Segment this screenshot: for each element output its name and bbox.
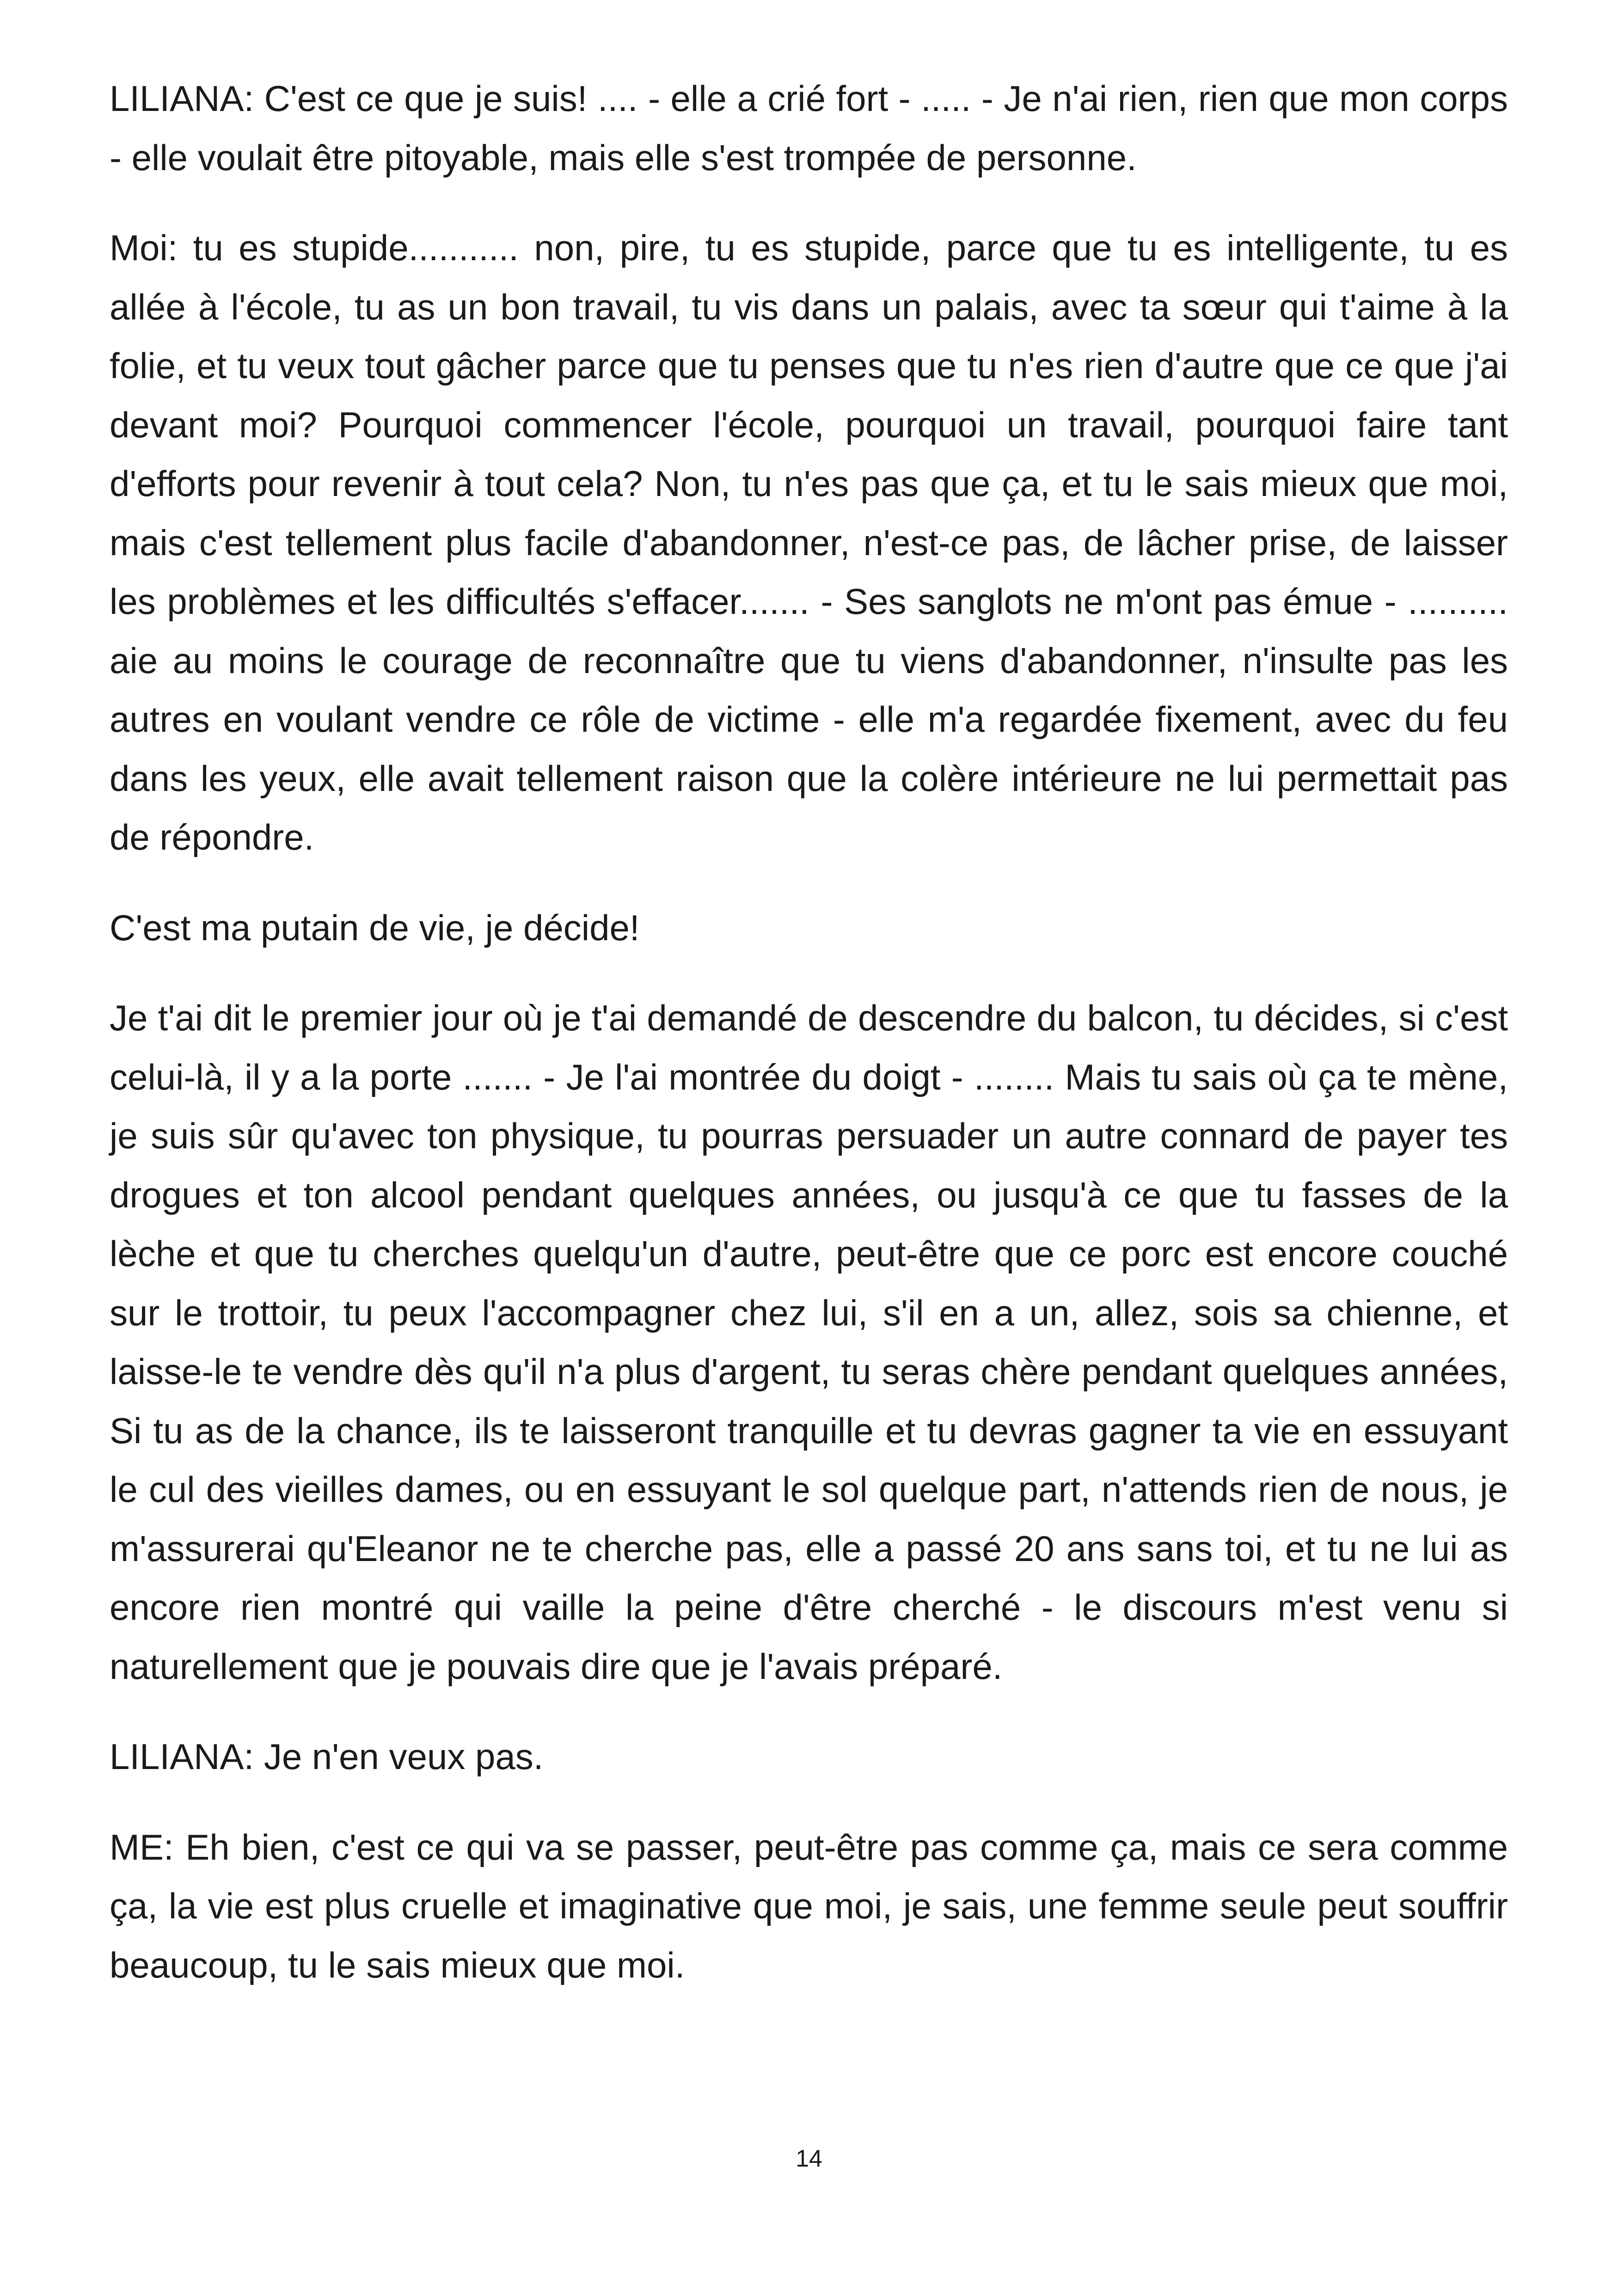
paragraph-liliana-cry: LILIANA: C'est ce que je suis! .... - elle a crié fort - ..... - Je n'ai rien, rien que mon corps - elle voulait être pitoyable, mais elle s'est trompée de personne. bbox=[110, 78, 1508, 178]
paragraph-ma-vie: C'est ma putain de vie, je décide! bbox=[110, 907, 640, 948]
page-body-text bbox=[110, 69, 1508, 2026]
page-number: 14 bbox=[796, 2145, 822, 2172]
paragraph-moi-stupide: Moi: tu es stupide........... non, pire, tu es stupide, parce que tu es intelligente, tu es allée à l'école, tu as un bon travail, tu vis dans un palais, avec ta sœur qui t'aime à la folie, et tu veux tout gâcher parce que tu penses que tu n'es rien d'autre que ce que j'ai devant moi? Pourquoi commencer l'école, pourquoi un travail, pourquoi faire tant d'efforts pour revenir à tout cela? Non, tu n'es pas que ça, et tu le sais mieux que moi, mais c'est tellement plus facile d'abandonner, n'est-ce pas, de lâcher prise, de laisser les problèmes et les difficultés s'effacer....... - Ses sanglots ne m'ont pas émue - .......... aie au moins le courage de reconnaître que tu viens d'abandonner, n'insulte pas les autres en voulant vendre ce rôle de victime - elle m'a regardée fixement, avec du feu dans les yeux, elle avait tellement raison que la colère intérieure ne lui permettait pas de répondre. bbox=[110, 227, 1508, 857]
paragraph-me-eh-bien: ME: Eh bien, c'est ce qui va se passer, peut-être pas comme ça, mais ce sera comme ça, la vie est plus cruelle et imaginative que moi, je sais, une femme seule peut souffrir beaucoup, tu le sais mieux que moi. bbox=[110, 1826, 1508, 1985]
paragraph-liliana-refus: LILIANA: Je n'en veux pas. bbox=[110, 1736, 544, 1777]
paragraph-premier-jour: Je t'ai dit le premier jour où je t'ai demandé de descendre du balcon, tu décides, si c'est celui-là, il y a la porte ....... - Je l'ai montrée du doigt - ........ Mais tu sais où ça te mène, je suis sûr qu'avec ton physique, tu pourras persuader un autre connard de payer tes drogues et ton alcool pendant quelques années, ou jusqu'à ce que tu fasses de la lèche et que tu cherches quelqu'un d'autre, peut-être que ce porc est encore couché sur le trottoir, tu peux l'accompagner chez lui, s'il en a un, allez, sois sa chienne, et laisse-le te vendre dès qu'il n'a plus d'argent, tu seras chère pendant quelques années, Si tu as de la chance, ils te laisseront tranquille et tu devras gagner ta vie en essuyant le cul des vieilles dames, ou en essuyant le sol quelque part, n'attends rien de nous, je m'assurerai qu'Eleanor ne te cherche pas, elle a passé 20 ans sans toi, et tu ne lui as encore rien montré qui vaille la peine d'être cherché - le discours m'est venu si naturellement que je pouvais dire que je l'avais préparé. bbox=[110, 998, 1508, 1687]
